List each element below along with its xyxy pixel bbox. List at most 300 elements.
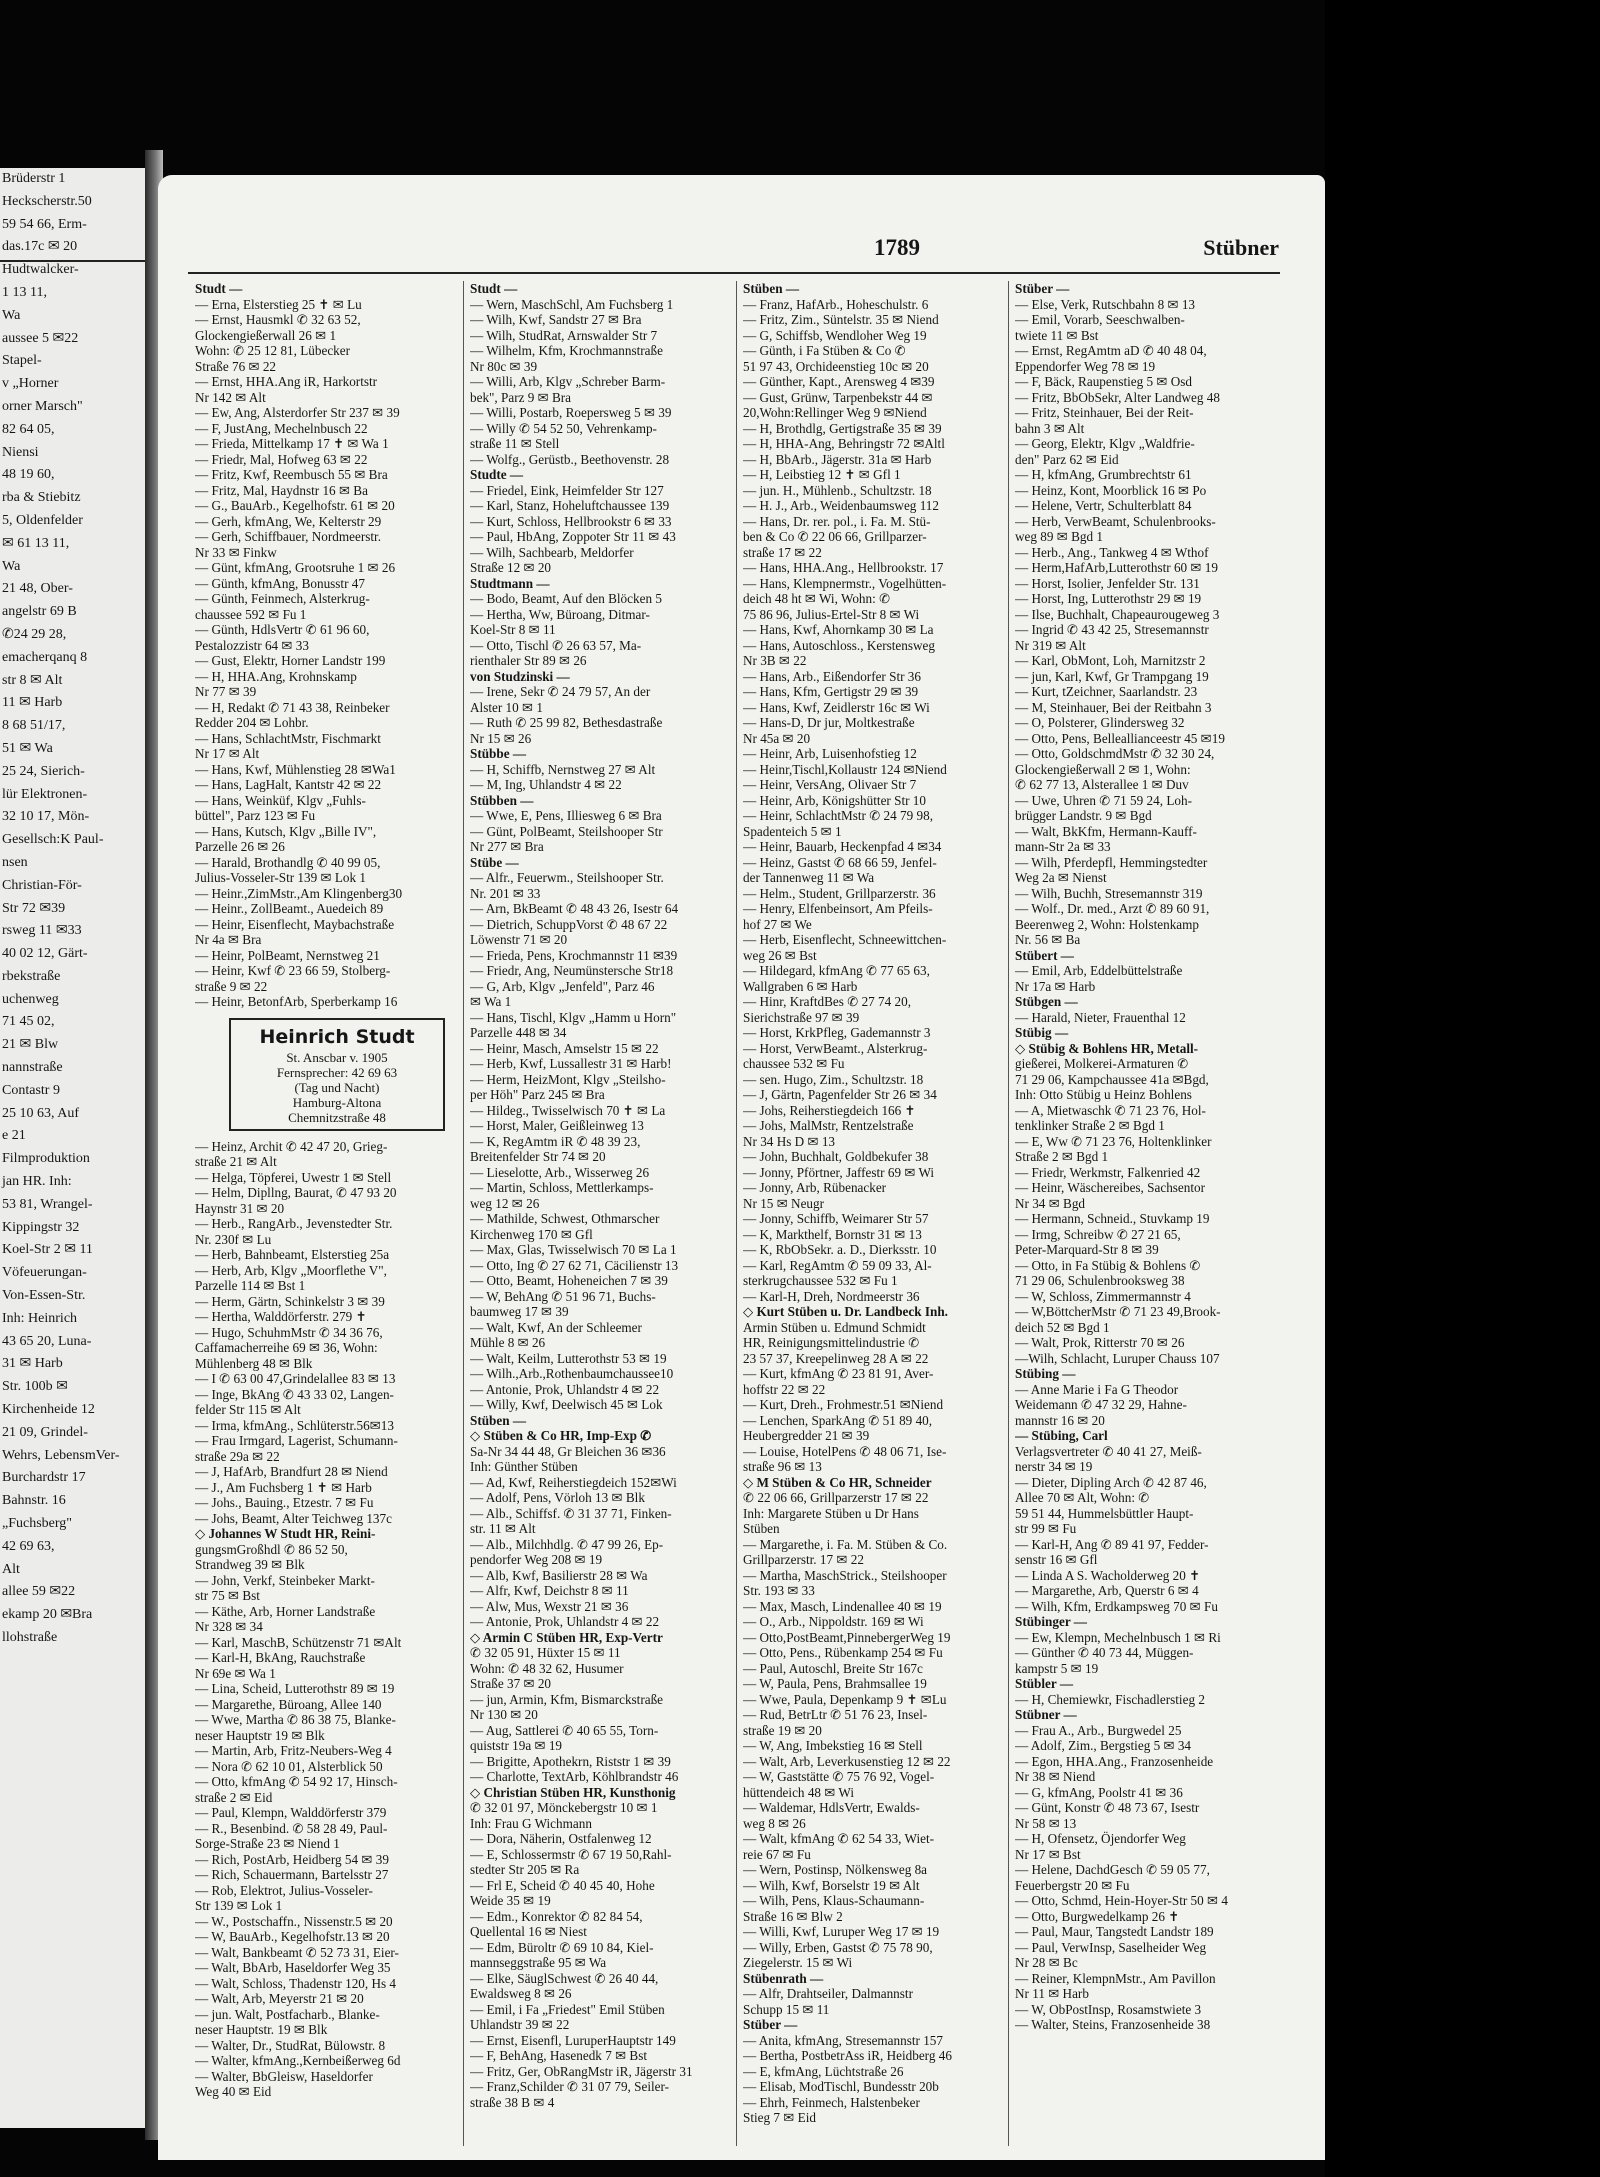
surname-heading: Stübgen —: [1015, 994, 1078, 1009]
directory-entry: — Otto, Pens., Rübenkamp 254 ✉ Fu: [743, 1645, 943, 1660]
directory-entry: 20,Wohn:Rellinger Weg 9 ✉Niend: [743, 405, 927, 420]
directory-entry: — H, BbArb., Jägerstr. 31a ✉ Harb: [743, 451, 932, 467]
directory-entry: hoffstr 22 ✉ 22: [743, 1381, 826, 1397]
directory-entry: Nr 15 ✉ 26: [470, 730, 532, 746]
directory-entry: — H, kfmAng, Grumbrechtstr 61: [1015, 467, 1192, 482]
directory-entry: — Karl-H, Ang ✆ 89 41 97, Fedder-: [1015, 1536, 1209, 1552]
left-page-line: 59 54 66, Erm-: [2, 216, 87, 232]
surname-heading: Stübig —: [1015, 1025, 1069, 1040]
directory-entry: — Ingrid ✆ 43 42 25, Stresemannstr: [1015, 622, 1209, 637]
directory-entry: — Walt, Keilm, Lutterothstr 53 ✉ 19: [470, 1350, 667, 1366]
directory-entry: quiststr 19a ✉ 19: [470, 1738, 563, 1753]
directory-entry: Eppendorfer Weg 78 ✉ 19: [1015, 358, 1156, 374]
directory-entry: — Walter, BbGleisw, Haseldorfer: [195, 2068, 373, 2084]
directory-entry: — Arn, BkBeamt ✆ 48 43 26, Isestr 64: [470, 901, 679, 916]
left-page-line: 5, Oldenfelder: [2, 512, 83, 528]
directory-entry: straße 19 ✉ 20: [743, 1722, 822, 1738]
left-page-line: Inh: Heinrich: [2, 1310, 78, 1326]
directory-entry: Nr 38 ✉ Niend: [1015, 1769, 1096, 1784]
directory-entry: — J., Am Fuchsberg 1 ✝ ✉ Harb: [195, 1479, 372, 1495]
directory-entry: — Wilh, Kwf, Sandstr 27 ✉ Bra: [470, 312, 642, 327]
directory-entry: — Hildegard, kfmAng ✆ 77 65 63,: [743, 963, 930, 978]
directory-entry: per Höh" Parz 245 ✉ Bra: [470, 1087, 605, 1102]
directory-entry: — Hermann, Schneid., Stuvkamp 19: [1015, 1211, 1210, 1226]
directory-entry: — Irene, Sekr ✆ 24 79 57, An der: [470, 684, 651, 699]
directory-entry: Nr 28 ✉ Bc: [1015, 1955, 1078, 1970]
left-page-line: Brüderstr 1: [2, 171, 66, 186]
directory-entry: — Kurt, Schloss, Hellbrookstr 6 ✉ 33: [470, 513, 672, 529]
directory-entry: — Harald, Brothandlg ✆ 40 99 05,: [195, 854, 381, 870]
directory-entry: — Wwe, Martha ✆ 86 38 75, Blanke-: [195, 1712, 396, 1727]
directory-entry: Weidemann ✆ 47 32 29, Hahne-: [1015, 1397, 1187, 1412]
directory-entry: Glockengießerwall 2 ✉ 1, Wohn:: [1015, 761, 1191, 777]
surname-heading: Stübben —: [470, 792, 534, 808]
directory-entry: mannstr 16 ✉ 20: [1015, 1412, 1105, 1428]
directory-entry: der Tannenweg 11 ✉ Wa: [743, 870, 875, 885]
left-page-line: 11 ✉ Harb: [2, 695, 63, 711]
surname-heading: Stübinger —: [1015, 1614, 1087, 1629]
surname-heading: Stübler —: [1015, 1676, 1074, 1691]
directory-entry: — Inge, BkAng ✆ 43 33 02, Langen-: [195, 1386, 394, 1402]
left-page-line: Kippingstr 32: [2, 1219, 80, 1235]
directory-entry: — Fritz, Ger, ObRangMstr iR, Jägerstr 31: [470, 2063, 693, 2079]
directory-entry: Nr 58 ✉ 13: [1015, 1815, 1077, 1831]
directory-entry: — Wilh, Pferdepfl, Hemmingstedter: [1015, 854, 1208, 870]
directory-entry: — Dietrich, SchuppVorst ✆ 48 67 22: [470, 916, 668, 932]
left-page-line: rbekstraße: [2, 968, 61, 984]
directory-entry: — Hertha, Ww, Büroang, Ditmar-: [470, 606, 650, 622]
directory-entry: — Walt, Schloss, Thadenstr 120, Hs 4: [195, 1975, 397, 1991]
directory-entry: hüttendeich 48 ✉ Wi: [743, 1784, 854, 1800]
directory-entry: Nr 17 ✉ Bst: [1015, 1846, 1081, 1862]
directory-entry: — Brigitte, Apothekrn, Riststr 1 ✉ 39: [470, 1753, 671, 1769]
left-page-line: orner Marsch": [2, 398, 83, 414]
directory-entry: Nr 142 ✉ Alt: [195, 389, 266, 405]
directory-entry: straße 11 ✉ Stell: [470, 436, 560, 451]
directory-entry: str. 11 ✉ Alt: [470, 1521, 536, 1536]
directory-entry: Straße 37 ✉ 20: [470, 1676, 552, 1691]
directory-entry: — G, kfmAng, Poolstr 41 ✉ 36: [1015, 1784, 1183, 1800]
directory-entry: str 75 ✉ Bst: [195, 1588, 260, 1603]
directory-entry: Stieg 7 ✉ Eid: [743, 2110, 816, 2125]
directory-entry: weg 8 ✉ 26: [743, 1815, 806, 1831]
heinrich-studt-advertisement: [229, 1018, 445, 1131]
directory-entry: Straße 76 ✉ 22: [195, 358, 277, 374]
directory-entry: — W., Postschaffn., Nissenstr.5 ✉ 20: [195, 1913, 393, 1929]
surname-heading: Stübner —: [1015, 1707, 1077, 1722]
directory-entry: Nr. 201 ✉ 33: [470, 885, 541, 901]
directory-entry: — J, HafArb, Brandfurt 28 ✉ Niend: [195, 1464, 388, 1479]
directory-entry: chaussee 532 ✉ Fu: [743, 1056, 845, 1071]
directory-entry: Wallgraben 6 ✉ Harb: [743, 978, 858, 994]
directory-entry: — Alb., Schiffsf. ✆ 31 37 71, Finken-: [470, 1505, 672, 1521]
directory-entry: hof 27 ✉ We: [743, 916, 812, 932]
directory-entry: — Edm, Büroltr ✆ 69 10 84, Kiel-: [470, 1939, 654, 1955]
directory-entry: gießerei, Molkerei-Armaturen ✆: [1015, 1056, 1189, 1071]
left-page-line: Bahnstr. 16: [2, 1493, 66, 1509]
directory-entry: — Walt, kfmAng ✆ 62 54 33, Wiet-: [743, 1831, 935, 1846]
directory-entry: — Günth, kfmAng, Bonusstr 47: [195, 575, 365, 591]
directory-entry: — R., Besenbind. ✆ 58 28 49, Paul-: [195, 1820, 388, 1836]
directory-entry: — Hans, LagHalt, Kantstr 42 ✉ 22: [195, 777, 382, 792]
left-page-line: das.17c ✉ 20: [2, 239, 78, 255]
directory-entry: — Johs, Beamt, Alter Teichweg 137c: [195, 1510, 392, 1526]
left-page-line: 21 09, Grindel-: [2, 1424, 88, 1440]
left-page-line: Kirchenheide 12: [2, 1402, 95, 1418]
directory-entry: — Heinr., ZollBeamt., Auedeich 89: [195, 901, 384, 916]
surname-heading: Stüben —: [743, 281, 800, 296]
directory-entry: — O., Arb., Nippoldstr. 169 ✉ Wi: [743, 1614, 924, 1629]
directory-entry: — Wilh, Sachbearb, Meldorfer: [470, 544, 634, 560]
directory-entry: — Helga, Töpferei, Uwestr 1 ✉ Stell: [195, 1169, 392, 1185]
directory-entry: — F, BehAng, Hasenedk 7 ✉ Bst: [470, 2048, 648, 2063]
directory-entry: — Emil, Arb, Eddelbüttelstraße: [1015, 963, 1183, 978]
directory-entry: — Herb., RangArb., Jevenstedter Str.: [195, 1216, 393, 1231]
directory-entry: weg 12 ✉ 26: [470, 1195, 540, 1211]
directory-entry: — Rich, PostArb, Heidberg 54 ✉ 39: [195, 1851, 389, 1867]
left-page-line: Vöfeuerungan-: [2, 1265, 87, 1281]
directory-entry: senstr 16 ✉ Gfl: [1015, 1552, 1098, 1567]
directory-entry: Parzelle 26 ✉ 26: [195, 839, 285, 854]
directory-entry: — Antonie, Prok, Uhlandstr 4 ✉ 22: [470, 1381, 660, 1397]
directory-entry: — Wwe, E, Pens, Illiesweg 6 ✉ Bra: [470, 808, 662, 823]
directory-entry: — Johs., Bauing., Etzestr. 7 ✉ Fu: [195, 1495, 374, 1510]
directory-entry: Allee 70 ✉ Alt, Wohn: ✆: [1015, 1490, 1150, 1505]
directory-entry: Straße 16 ✉ Blw 2: [743, 1908, 843, 1924]
directory-entry: Inh: Frau G Wichmann: [470, 1815, 592, 1831]
left-page-line: 53 81, Wrangel-: [2, 1196, 93, 1212]
directory-entry: Nr 17 ✉ Alt: [195, 746, 260, 761]
directory-entry: — Ernst, RegAmtm aD ✆ 40 48 04,: [1015, 343, 1207, 358]
directory-entry: — Alb, Kwf, Basilierstr 28 ✉ Wa: [470, 1567, 648, 1583]
running-head: Stübner: [1203, 235, 1279, 260]
directory-entry: — Wilh.,Arb.,Rothenbaumchaussee10: [470, 1366, 674, 1381]
directory-entry: Haynstr 31 ✉ 20: [195, 1200, 285, 1216]
directory-entry: — Walt, Arb, Meyerstr 21 ✉ 20: [195, 1991, 364, 2006]
directory-entry: nerstr 34 ✉ 19: [1015, 1459, 1093, 1474]
left-page-line: 43 65 20, Luna-: [2, 1333, 92, 1349]
directory-entry: — Lina, Scheid, Lutterothstr 89 ✉ 19: [195, 1681, 395, 1696]
surname-heading: Stüben —: [470, 1412, 527, 1428]
directory-entry: — Georg, Elektr, Klgv „Waldfrie-: [1015, 436, 1195, 451]
directory-entry: — H, Ofensetz, Öjendorfer Weg: [1015, 1831, 1186, 1846]
directory-entry: — Hans, Kwf, Zeidlerstr 16c ✉ Wi: [743, 699, 930, 715]
directory-entry: — Walter, Dr., StudRat, Bülowstr. 8: [195, 2037, 386, 2053]
directory-entry: — W, Ang, Imbekstieg 16 ✉ Stell: [743, 1738, 923, 1753]
directory-entry: — Edm., Konrektor ✆ 82 84 54,: [470, 1908, 643, 1924]
directory-entry: Quellental 16 ✉ Niest: [470, 1924, 587, 1939]
directory-entry: — Else, Verk, Rutschbahn 8 ✉ 13: [1015, 296, 1196, 312]
directory-entry: bek", Parz 9 ✉ Bra: [470, 389, 572, 405]
directory-entry: ◇ Stübig & Bohlens HR, Metall-: [1015, 1040, 1199, 1056]
directory-entry: Nr 80c ✉ 39: [470, 358, 538, 374]
column-divider: [463, 281, 464, 2146]
directory-entry: ben & Co ✆ 22 06 66, Grillparzer-: [743, 529, 927, 544]
directory-entry: — Frau A., Arb., Burgwedel 25: [1015, 1722, 1182, 1738]
directory-entry: — sen. Hugo, Zim., Schultzstr. 18: [743, 1071, 924, 1087]
directory-entry: Nr 33 ✉ Finkw: [195, 544, 277, 560]
directory-entry: — E, Ww ✆ 71 23 76, Holtenklinker: [1015, 1133, 1212, 1149]
directory-entry: gungsmGroßhdl ✆ 86 52 50,: [195, 1541, 348, 1557]
directory-entry: felder Str 115 ✉ Alt: [195, 1402, 301, 1417]
left-page-line: Hudtwalcker-: [2, 262, 79, 278]
directory-entry: — Margarethe, Büroang, Allee 140: [195, 1696, 382, 1712]
directory-entry: — O, Polsterer, Glindersweg 32: [1015, 715, 1185, 730]
directory-entry: — Emil, Vorarb, Seeschwalben-: [1015, 312, 1185, 327]
left-page-line: 82 64 05,: [2, 421, 55, 437]
directory-entry: brügger Landstr. 9 ✉ Bgd: [1015, 808, 1152, 823]
directory-entry: — Helene, Vertr, Schulterblatt 84: [1015, 498, 1192, 513]
directory-entry: — Otto, GoldschmdMstr ✆ 32 30 24,: [1015, 746, 1215, 761]
directory-entry: — Walt, Prok, Ritterstr 70 ✉ 26: [1015, 1335, 1185, 1350]
directory-entry: — Heinr, Arb, Königshütter Str 10: [743, 792, 926, 808]
directory-entry: — Hinr, KraftdBes ✆ 27 74 20,: [743, 994, 912, 1009]
directory-entry: — Otto,PostBeamt,PinnebergerWeg 19: [743, 1629, 951, 1645]
directory-entry: — Rich, Schauermann, Bartelsstr 27: [195, 1867, 389, 1882]
directory-entry: — Hans, SchlachtMstr, Fischmarkt: [195, 730, 381, 746]
directory-entry: ◇ M Stüben & Co HR, Schneider: [743, 1474, 932, 1490]
directory-entry: — H, Leibstieg 12 ✝ ✉ Gfl 1: [743, 467, 901, 482]
directory-entry: Wohn: ✆ 25 12 81, Lübecker: [195, 343, 351, 358]
directory-entry: — Wilh, Pens, Klaus-Schaumann-: [743, 1893, 925, 1908]
directory-entry: straße 21 ✉ Alt: [195, 1154, 277, 1169]
left-page-line: llohstraße: [2, 1630, 58, 1645]
directory-entry: — Herb, Eisenflecht, Schneewittchen-: [743, 932, 947, 947]
directory-entry: — Helene, DachdGesch ✆ 59 05 77,: [1015, 1862, 1210, 1877]
directory-entry: sterkrugchaussee 532 ✉ Fu 1: [743, 1273, 898, 1288]
directory-entry: — Heinr, Masch, Amselstr 15 ✉ 22: [470, 1040, 659, 1056]
directory-entry: — Heinr, Eisenflecht, Maybachstraße: [195, 916, 395, 932]
directory-entry: — Dora, Näherin, Ostfalenweg 12: [470, 1831, 652, 1846]
directory-entry: — G., BauArb., Kegelhofstr. 61 ✉ 20: [195, 498, 395, 513]
directory-entry: — Heinr, Wäschereibes, Sachsentor: [1015, 1180, 1206, 1195]
directory-entry: Nr 34 Hs D ✉ 13: [743, 1133, 836, 1149]
directory-entry: ◇ Johannes W Studt HR, Reini-: [195, 1526, 376, 1541]
directory-entry: — Friedr, Werkmstr, Falkenried 42: [1015, 1164, 1201, 1180]
column-divider: [1008, 281, 1009, 2146]
directory-entry: — Friedr, Ang, Neumünstersche Str18: [470, 963, 674, 978]
directory-entry: — Herb., Ang., Tankweg 4 ✉ Wthof: [1015, 544, 1209, 560]
directory-entry: straße 38 B ✉ 4: [470, 2094, 555, 2110]
directory-entry: — Paul, VerwInsp, Saselheider Weg: [1015, 1939, 1207, 1955]
directory-entry: mannseggstraße 95 ✉ Wa: [470, 1955, 607, 1970]
directory-entry: — Louise, HotelPens ✆ 48 06 71, Ise-: [743, 1443, 947, 1459]
directory-entry: — Otto, in Fa Stübig & Bohlens ✆: [1015, 1257, 1201, 1273]
directory-entry: — H. J., Arb., Weidenbaumsweg 112: [743, 498, 939, 513]
directory-entry: ✆ 32 05 91, Hüxter 15 ✉ 11: [470, 1645, 621, 1660]
directory-entry: — Paul, Autoschl, Breite Str 167c: [743, 1660, 923, 1676]
directory-entry: — Günther, Kapt., Arensweg 4 ✉39: [743, 374, 935, 389]
surname-heading: Studte —: [470, 467, 524, 482]
directory-entry: — Walter, kfmAng.,Kernbeißerweg 6d: [195, 2053, 401, 2068]
surname-heading: Studt —: [195, 281, 243, 296]
directory-entry: — Ew, Ang, Alsterdorfer Str 237 ✉ 39: [195, 405, 400, 420]
directory-entry: —Wilh, Schlacht, Luruper Chauss 107: [1015, 1350, 1220, 1366]
directory-entry: Ewaldsweg 8 ✉ 26: [470, 1986, 572, 2001]
directory-entry: 59 51 44, Hummelsbüttler Haupt-: [1015, 1505, 1194, 1521]
directory-entry: — Ehrh, Feinmech, Halstenbeker: [743, 2094, 920, 2110]
directory-entry: chaussee 592 ✉ Fu 1: [195, 606, 307, 622]
directory-entry: — K, Markthelf, Bornstr 31 ✉ 13: [743, 1226, 922, 1242]
directory-entry: ✆ 62 77 13, Alsterallee 1 ✉ Duv: [1015, 777, 1189, 792]
directory-entry: Verlagsvertreter ✆ 40 41 27, Meiß-: [1015, 1443, 1202, 1459]
directory-entry: Peter-Marquard-Str 8 ✉ 39: [1015, 1242, 1159, 1257]
directory-entry: Nr 15 ✉ Neugr: [743, 1195, 824, 1211]
directory-entry: — Hertha, Walddörferstr. 279 ✝: [195, 1309, 367, 1324]
directory-entry: Mühlenberg 48 ✉ Blk: [195, 1355, 313, 1371]
left-page-line: 31 ✉ Harb: [2, 1356, 63, 1372]
directory-entry: — Frau Irmgard, Lagerist, Schumann-: [195, 1433, 398, 1448]
directory-entry: 71 29 06, Kampchaussee 41a ✉Bgd,: [1015, 1071, 1209, 1087]
column-divider: [736, 281, 737, 2146]
directory-entry: Sorge-Straße 23 ✉ Niend 1: [195, 1836, 340, 1851]
left-page-line: Filmproduktion: [2, 1151, 90, 1167]
left-page-line: Von-Essen-Str.: [2, 1288, 86, 1304]
directory-entry: — Heinr, Bauarb, Heckenpfad 4 ✉34: [743, 839, 942, 854]
directory-entry: Parzelle 114 ✉ Bst 1: [195, 1278, 306, 1293]
directory-entry: — Henry, Elfenbeinsort, Am Pfeils-: [743, 901, 933, 916]
directory-entry: — Erna, Elsterstieg 25 ✝ ✉ Lu: [195, 296, 362, 312]
directory-entry: — Wilh, Buchh, Stresemannstr 319: [1015, 885, 1203, 901]
directory-entry: ✆ 32 01 97, Mönckebergstr 10 ✉ 1: [470, 1800, 658, 1815]
header-rule: [188, 272, 1280, 274]
left-page-line: ekamp 20 ✉Bra: [2, 1607, 93, 1623]
directory-entry: 51 97 43, Orchideenstieg 10c ✉ 20: [743, 358, 929, 374]
directory-entry: — Alb., Milchhdlg. ✆ 47 99 26, Ep-: [470, 1536, 664, 1552]
directory-entry: twiete 11 ✉ Bst: [1015, 327, 1099, 343]
directory-entry: — Kurt, tZeichner, Saarlandstr. 23: [1015, 684, 1198, 699]
directory-entry: bahn 3 ✉ Alt: [1015, 420, 1085, 436]
directory-entry: — Egon, HHA.Ang., Franzosenheide: [1015, 1753, 1214, 1769]
directory-entry: Straße 2 ✉ Bgd 1: [1015, 1149, 1109, 1164]
directory-entry: neser Hauptstr. 19 ✉ Blk: [195, 2022, 328, 2037]
directory-entry: — Elisab, ModTischl, Bundesstr 20b: [743, 2079, 939, 2094]
directory-entry: — Otto, Burgwedelkamp 26 ✝: [1015, 1908, 1180, 1924]
directory-entry: — John, Buchhalt, Goldbekufer 38: [743, 1149, 929, 1164]
directory-entry: büttel", Parz 123 ✉ Fu: [195, 808, 316, 823]
directory-entry: — jun, Armin, Kfm, Bismarckstraße: [470, 1691, 664, 1707]
left-page-line: allee 59 ✉22: [2, 1584, 76, 1600]
directory-entry: ◇ Armin C Stüben HR, Exp-Vertr: [470, 1629, 663, 1645]
directory-entry: — Reiner, KlempnMstr., Am Pavillon: [1015, 1970, 1216, 1986]
directory-entry: — Rob, Elektrot, Julius-Vosseler-: [195, 1882, 373, 1898]
directory-entry: — Fritz, Steinhauer, Bei der Reit-: [1015, 405, 1194, 420]
directory-entry: straße 17 ✉ 22: [743, 544, 822, 560]
directory-entry: — Walt, BbArb, Haseldorfer Weg 35: [195, 1960, 391, 1975]
directory-entry: — Walt, Arb, Leverkusenstieg 12 ✉ 22: [743, 1753, 951, 1769]
directory-entry: — Wern, Postinsp, Nölkensweg 8a: [743, 1862, 928, 1877]
directory-entry: Armin Stüben u. Edmund Schmidt: [743, 1319, 926, 1335]
directory-entry: — Heinr, BetonfArb, Sperberkamp 16: [195, 994, 398, 1009]
directory-entry: — Horst, VerwBeamt., Alsterkrug-: [743, 1040, 928, 1056]
directory-entry: — Heinz, Gastst ✆ 68 66 59, Jenfel-: [743, 854, 937, 870]
left-page-line: v „Horner: [2, 376, 59, 392]
left-page-line: Gesellsch:K Paul-: [2, 832, 104, 848]
directory-entry: Caffamacherreihe 69 ✉ 36, Wohn:: [195, 1340, 378, 1355]
page-header: [158, 235, 1325, 269]
directory-entry: — Max, Glas, Twisselwisch 70 ✉ La 1: [470, 1242, 677, 1257]
directory-entry: weg 26 ✉ Bst: [743, 947, 817, 963]
directory-entry: — Willi, Kwf, Luruper Weg 17 ✉ 19: [743, 1924, 940, 1939]
directory-entry: — Wilh, Kfm, Erdkampsweg 70 ✉ Fu: [1015, 1598, 1218, 1614]
surname-heading: Stübing —: [1015, 1366, 1076, 1381]
directory-entry: — Uwe, Uhren ✆ 71 59 24, Loh-: [1015, 792, 1192, 808]
directory-entry: — Günth, Feinmech, Alsterkrug-: [195, 591, 370, 606]
directory-entry: — Willy, Erben, Gastst ✆ 75 78 90,: [743, 1939, 933, 1955]
directory-entry: ◇ Kurt Stüben u. Dr. Landbeck Inh.: [743, 1304, 948, 1319]
directory-entry: Redder 204 ✉ Lohbr.: [195, 715, 309, 730]
directory-entry: Nr 4a ✉ Bra: [195, 932, 262, 947]
directory-entry: — Max, Masch, Lindenallee 40 ✉ 19: [743, 1598, 942, 1614]
directory-entry: straße 2 ✉ Eid: [195, 1789, 273, 1805]
directory-entry: Schupp 15 ✉ 11: [743, 2001, 830, 2017]
left-page-line: 21 48, Ober-: [2, 581, 73, 597]
directory-entry: Nr. 230f ✉ Lu: [195, 1231, 272, 1247]
left-page-line: aussee 5 ✉22: [2, 330, 79, 346]
directory-entry: — Otto, kfmAng ✆ 54 92 17, Hinsch-: [195, 1774, 398, 1789]
directory-entry: Strandweg 39 ✉ Blk: [195, 1557, 305, 1572]
directory-entry: — H, HHA.Ang, Krohnskamp: [195, 668, 357, 684]
directory-entry: — Friedr, Mal, Hofweg 63 ✉ 22: [195, 451, 368, 467]
directory-entry: 71 29 06, Schulenbrooksweg 38: [1015, 1273, 1185, 1288]
directory-entry: — Horst, Maler, Geißleinweg 13: [470, 1118, 644, 1133]
directory-entry: — Hans, Kutsch, Klgv „Bille IV",: [195, 823, 377, 839]
directory-entry: Nr 3B ✉ 22: [743, 653, 807, 668]
directory-entry: — Walt, Bankbeamt ✆ 52 73 31, Eier-: [195, 1944, 399, 1960]
directory-entry: Stüben: [743, 1521, 780, 1536]
left-page-line: 48 19 60,: [2, 467, 55, 483]
directory-entry: — Ernst, Eisenfl, LuruperHauptstr 149: [470, 2032, 676, 2048]
directory-entry: — Stübing, Carl: [1015, 1428, 1108, 1443]
left-page-line: uchenweg: [2, 991, 59, 1007]
directory-entry: — Anita, kfmAng, Stresemannstr 157: [743, 2032, 943, 2048]
directory-entry: Spadenteich 5 ✉ 1: [743, 823, 842, 839]
directory-entry: — Wilhelm, Kfm, Krochmannstraße: [470, 343, 663, 358]
directory-entry: — Linda A S. Wacholderweg 20 ✝: [1015, 1567, 1201, 1583]
ad-company-name: Heinrich Studt: [259, 1025, 415, 1048]
directory-entry: — Otto, Ing ✆ 27 62 71, Cäcilienstr 13: [470, 1257, 679, 1273]
directory-entry: Str 139 ✉ Lok 1: [195, 1898, 283, 1913]
directory-entry: — Willi, Arb, Klgv „Schreber Barm-: [470, 374, 666, 389]
directory-entry: — W, Schloss, Zimmermannstr 4: [1015, 1288, 1191, 1304]
directory-column-4: [1015, 281, 1287, 2033]
directory-entry: — Otto, Schmd, Hein-Hoyer-Str 50 ✉ 4: [1015, 1893, 1228, 1908]
directory-entry: Wohn: ✆ 48 32 62, Husumer: [470, 1660, 624, 1676]
directory-entry: — jun, Karl, Kwf, Gr Trampgang 19: [1015, 668, 1209, 684]
directory-entry: — G, Arb, Klgv „Jenfeld", Parz 46: [470, 978, 655, 994]
directory-entry: — Adolf, Zim., Bergstieg 5 ✉ 34: [1015, 1738, 1192, 1753]
directory-entry: deich 48 ht ✉ Wi, Wohn: ✆: [743, 591, 891, 606]
directory-entry: — Hans, Klempnermstr., Vogelhütten-: [743, 575, 947, 591]
directory-entry: — E, kfmAng, Lüchtstraße 26: [743, 2063, 904, 2079]
surname-heading: Studtmann —: [470, 575, 550, 591]
directory-entry: Inh: Otto Stübig u Heinz Bohlens: [1015, 1087, 1192, 1102]
left-page-line: ✆24 29 28,: [2, 626, 67, 642]
directory-entry: — W,BöttcherMstr ✆ 71 23 49,Brook-: [1015, 1304, 1221, 1319]
directory-entry: — Paul, Klempn, Walddörferstr 379: [195, 1805, 387, 1820]
directory-entry: — W, Paula, Pens, Brahmsallee 19: [743, 1676, 927, 1691]
directory-entry: — Heinz, Kont, Moorblick 16 ✉ Po: [1015, 482, 1207, 498]
directory-entry: Inh: Günther Stüben: [470, 1459, 578, 1474]
directory-entry: — Otto, Beamt, Hoheneichen 7 ✉ 39: [470, 1273, 668, 1288]
directory-entry: — Hans, Tischl, Klgv „Hamm u Horn": [470, 1009, 677, 1025]
directory-entry: Julius-Vosseler-Str 139 ✉ Lok 1: [195, 870, 366, 885]
directory-entry: — Wwe, Paula, Depenkamp 9 ✝ ✉Lu: [743, 1691, 947, 1707]
directory-column-3: [743, 281, 1005, 2126]
directory-entry: — Hans, Dr. rer. pol., i. Fa. M. Stü-: [743, 513, 931, 529]
directory-entry: — Ew, Klempn, Mechelnbusch 1 ✉ Ri: [1015, 1629, 1221, 1645]
directory-entry: kampstr 5 ✉ 19: [1015, 1660, 1099, 1676]
